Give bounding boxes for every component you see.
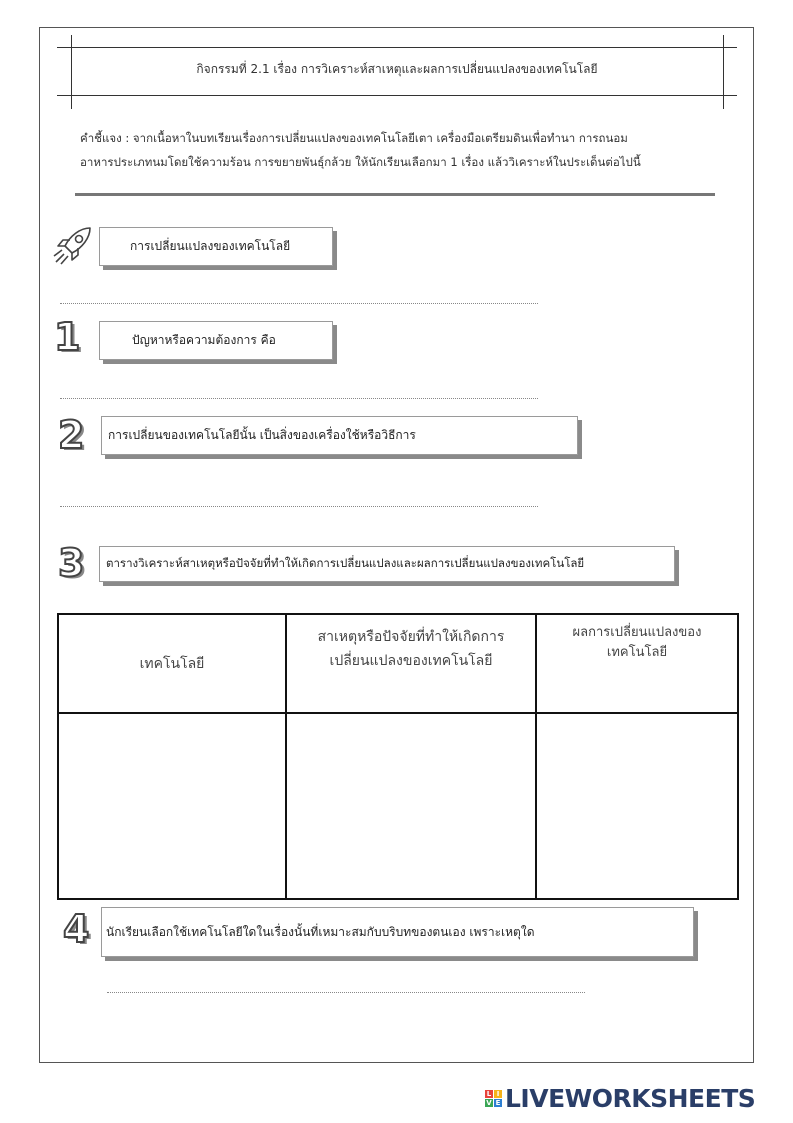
table-header-row <box>58 614 738 713</box>
section-label-problem: ปัญหาหรือความต้องการ คือ <box>99 321 333 360</box>
header-result: ผลการเปลี่ยนแปลงของเทคโนโลยี <box>536 614 738 713</box>
logo-icon <box>485 1090 502 1107</box>
logo-letter-v: V <box>486 1098 492 1107</box>
cell-technology[interactable] <box>58 713 286 899</box>
logo-letter-l: L <box>486 1089 492 1098</box>
logo-letter-i: I <box>494 1090 502 1098</box>
section-label-change: การเปลี่ยนแปลงของเทคโนโลยี <box>99 227 333 266</box>
title-frame-bottom <box>57 95 737 96</box>
instructions-line-2: อาหารประเภทนมโดยใช้ความร้อน การขยายพันธุ์กล้วย ให้นักเรียนเลือกมา 1 เรื่อง แล้ววิเคราะห์ในประเด็นต่อไปนี้ <box>80 155 641 169</box>
answer-line-1[interactable] <box>60 303 538 304</box>
section-label-choice-reason: นักเรียนเลือกใช้เทคโนโลยีใดในเรื่องนั้นที่เหมาะสมกับบริบทของตนเอง เพราะเหตุใด <box>101 907 694 957</box>
logo-letter-e: E <box>495 1098 501 1107</box>
title-frame-right <box>723 35 724 109</box>
number-3-icon: 3 <box>58 541 85 585</box>
answer-line-2[interactable] <box>60 398 538 399</box>
number-4-icon: 4 <box>63 907 90 951</box>
answer-line-3[interactable] <box>60 506 538 507</box>
analysis-table <box>57 613 739 900</box>
table-row <box>58 713 738 899</box>
rocket-icon <box>50 222 96 268</box>
section-label-change-type: การเปลี่ยนของเทคโนโลยีนั้น เป็นสิ่งของเครื่องใช้หรือวิธีการ <box>101 416 578 455</box>
answer-line-4[interactable] <box>107 992 585 993</box>
instructions <box>80 126 720 174</box>
worksheet-title: กิจกรรมที่ 2.1 เรื่อง การวิเคราะห์สาเหตุและผลการเปลี่ยนแปลงของเทคโนโลยี <box>196 62 598 76</box>
cell-result[interactable] <box>536 713 738 899</box>
number-2-icon: 2 <box>58 413 85 457</box>
divider <box>75 193 715 196</box>
instructions-line-1: คำชี้แจง : จากเนื้อหาในบทเรียนเรื่องการเปลี่ยนแปลงของเทคโนโลยีเตา เครื่องมือเตรียมดินเพื่อทำนา การถนอม <box>80 131 628 145</box>
title-frame-top <box>57 47 737 48</box>
header-technology: เทคโนโลยี <box>58 614 286 713</box>
section-label-analysis-table: ตารางวิเคราะห์สาเหตุหรือปัจจัยที่ทำให้เกิดการเปลี่ยนแปลงและผลการเปลี่ยนแปลงของเทคโนโลยี <box>99 546 675 582</box>
header-cause: สาเหตุหรือปัจจัยที่ทำให้เกิดการเปลี่ยนแปลงของเทคโนโลยี <box>286 614 536 713</box>
number-1-icon: 1 <box>54 315 81 359</box>
liveworksheets-logo <box>485 1083 755 1113</box>
cell-cause[interactable] <box>286 713 536 899</box>
logo-text: LIVEWORKSHEETS <box>505 1083 756 1113</box>
